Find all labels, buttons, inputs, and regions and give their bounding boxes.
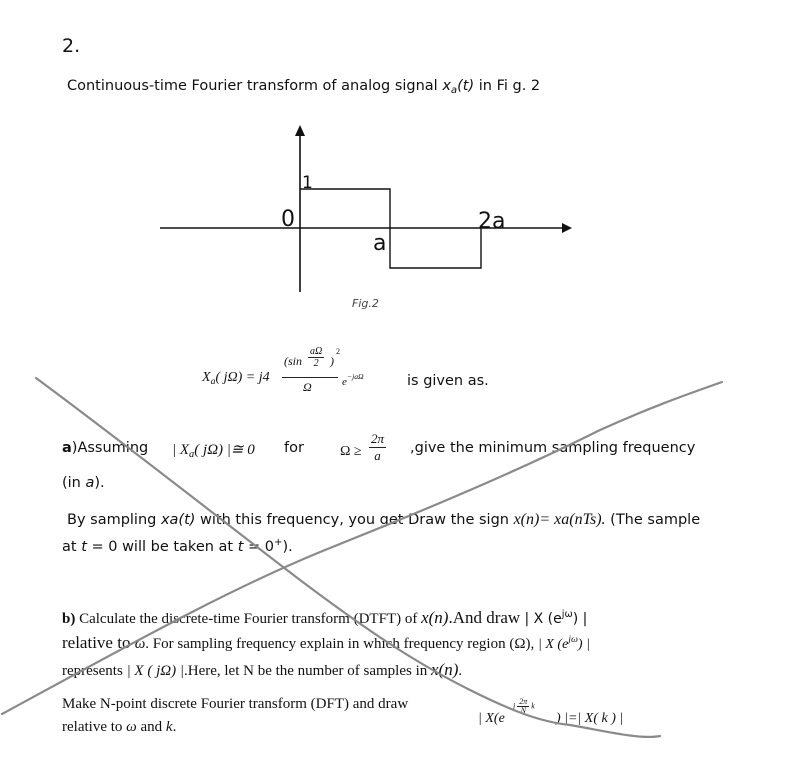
dft-exponent: j $\frac{2\pi}{N}$ k — [513, 697, 535, 715]
part-a-line2: (in a). — [62, 475, 105, 491]
equation-exp: $e^{-ja\Omega}$ — [342, 372, 364, 388]
label-zero: 0 — [281, 207, 295, 232]
equation-sin: (sin — [284, 354, 302, 368]
problem-number: 2. — [62, 35, 81, 57]
y-axis-arrow — [295, 125, 305, 136]
figure-caption: Fig.2 — [352, 297, 379, 310]
signal-symbol: $x_a(t)$ — [442, 78, 475, 96]
part-a-omega-ge: Ω ≥ — [340, 444, 362, 459]
label-a: a — [373, 231, 387, 256]
part-b-line2: relative to ω. For sampling frequency explain in which frequency region (Ω), | X $(e^{j\omega})$ | — [62, 633, 590, 652]
equation-given-text: is given as. — [407, 373, 489, 389]
equation-lhs: $X_a$( jΩ) = j4 — [202, 370, 270, 387]
part-a-for: for — [284, 440, 304, 456]
part-b-line4: Make N-point discrete Fourier transform (DFT) and draw — [62, 696, 409, 712]
label-2a: 2a — [478, 209, 506, 234]
dft-equality: ) |=| X( k ) | — [556, 711, 624, 726]
part-a-after: ,give the minimum sampling frequency — [410, 440, 696, 456]
part-a-line4: at t = 0 will be taken at t = 0+). — [62, 537, 293, 555]
part-b-line3: represents | X ( jΩ) |.Here, let N be the number of samples in x(n). — [62, 660, 463, 679]
part-a-line3: By sampling xa(t) with this frequency, you get Draw the sign x(n)= xa(nTs). (The sample — [67, 511, 701, 528]
equation-fraction-bar — [282, 377, 338, 378]
equation-inner-fraction: $\frac{a\Omega}{2}$ — [310, 346, 323, 369]
equation-power: 2 — [336, 347, 340, 356]
part-b-line1: b) Calculate the discrete-time Fourier transform (DTFT) of x(n).And draw | X $(e^{j\omega})$ | — [62, 608, 588, 627]
dft-expression: | X(e — [478, 711, 505, 726]
part-a-label: a)Assuming — [62, 440, 149, 456]
part-a-fraction: $\frac{2\pi}{a}$ — [371, 431, 385, 463]
intro-prefix: Continuous-time Fourier transform of analog signal — [67, 78, 443, 94]
label-one: 1 — [302, 173, 313, 193]
equation-divisor: Ω — [303, 380, 312, 394]
intro-suffix: in Fi g. 2 — [474, 78, 541, 94]
equation-close-paren: ) — [330, 354, 334, 368]
part-b-line5: relative to ω and k. — [62, 719, 177, 735]
part-a-condition: | $X_a$( jΩ) |≅ 0 — [172, 442, 255, 460]
x-axis-arrow — [562, 223, 572, 233]
